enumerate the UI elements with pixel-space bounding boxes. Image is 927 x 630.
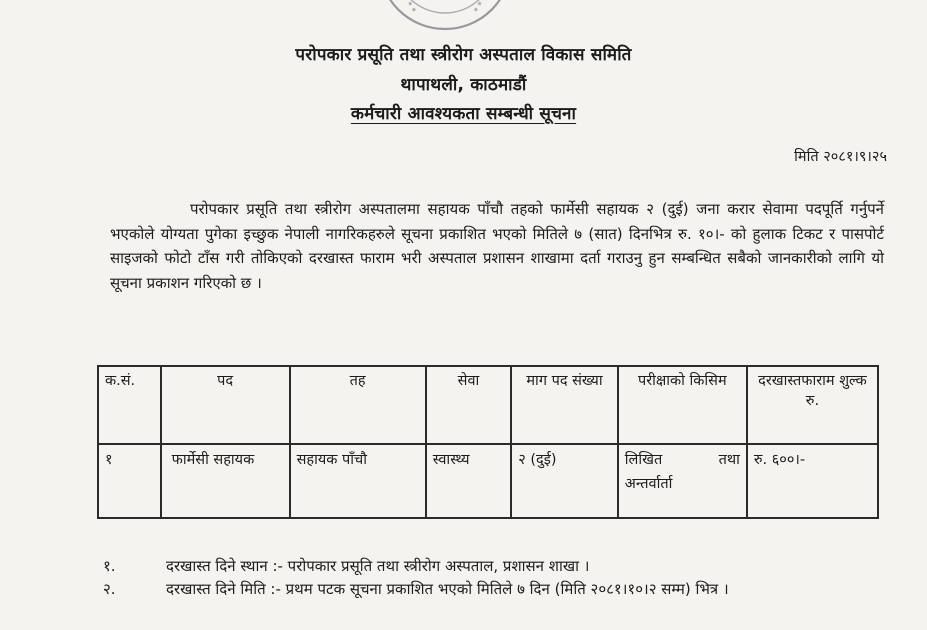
cell-demand: २ (दुई) (511, 444, 618, 518)
header-post: पद (161, 366, 290, 444)
cell-service: स्वास्थ्य (426, 444, 512, 518)
header-fee: दरखास्तफाराम शुल्क रु. (747, 366, 878, 444)
organization-name: परोपकार प्रसूति तथा स्त्रीरोग अस्पताल विकास समिति (295, 45, 632, 65)
cell-post: फार्मेसी सहायक (161, 444, 290, 518)
list-item-text: दरखास्त दिने स्थान :- परोपकार प्रसूति तथा स्त्रीरोग अस्पताल, प्रशासन शाखा । (166, 557, 590, 575)
seal-stamp-icon (375, 0, 515, 37)
header-level: तह (290, 366, 426, 444)
cell-exam-type: लिखित तथा अन्तर्वार्ता (618, 444, 747, 518)
list-item-number: १. (103, 557, 116, 575)
header-sn: क.सं. (98, 366, 161, 444)
list-item-number: २. (103, 580, 116, 598)
header-exam-type: परीक्षाको किसिम (618, 366, 747, 444)
header-service: सेवा (426, 366, 512, 444)
table-row (98, 444, 878, 518)
cell-sn: १ (98, 444, 161, 518)
organization-location: थापाथली, काठमाडौं (400, 75, 527, 95)
list-item-text: दरखास्त दिने मिति :- प्रथम पटक सूचना प्रकाशित भएको मितिले ७ दिन (मिति २०८१।१०।२ सम्म) भित्र । (166, 580, 729, 598)
vacancy-table (97, 365, 879, 519)
notice-date: मिति २०८१।९।२५ (794, 149, 887, 165)
notice-title: कर्मचारी आवश्यकता सम्बन्धी सूचना (350, 104, 577, 124)
table-header-row (98, 366, 878, 444)
notice-body: परोपकार प्रसूति तथा स्त्रीरोग अस्पतालमा सहायक पाँचौ तहको फार्मेसी सहायक २ (दुई) जना करार सेवामा पदपूर्ति गर्नुपर्ने भएकोले योग्यता पुगेका इच्छुक नेपाली नागरिकहरुले सूचना प्रकाशित भएको मितिले ७ (सात) दिनभित्र रु. १०।- को हुलाक टिकट र पासपोर्ट साइजको फोटो टाँस गरी तोकिएको दरखास्त फाराम भरी अस्पताल प्रशासन शाखामा दर्ता गराउनु हुन सम्बन्धित सबैको जानकारीको लागि यो सूचना प्रकाशन गरिएको छ । (110, 200, 884, 292)
cell-level: सहायक पाँचौ (290, 444, 426, 518)
header-demand: माग पद संख्या (511, 366, 618, 444)
cell-fee: रु. ६००।- (747, 444, 878, 518)
